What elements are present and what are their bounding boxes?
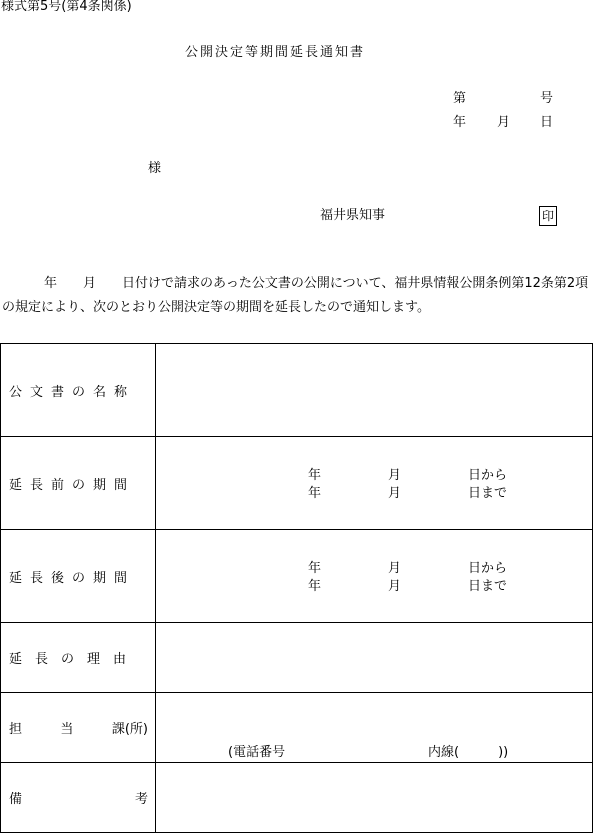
period-after-to-day: 日まで — [468, 579, 508, 594]
period-before-cell[interactable] — [156, 437, 593, 530]
table-row — [1, 437, 593, 530]
recipient-honorific: 様 — [148, 161, 162, 176]
department-label-char: 課(所) — [111, 722, 148, 737]
phone-number-label: (電話番号 — [228, 744, 286, 760]
period-before-from-day: 日から — [468, 468, 508, 483]
notice-body-text — [2, 272, 590, 320]
row-label-period-after: 延長後の期間 — [1, 530, 156, 623]
period-before-to-day: 日まで — [468, 486, 508, 501]
remarks-value[interactable] — [156, 763, 593, 833]
row-label-department — [1, 693, 156, 763]
form-number-label: 様式第5号(第4条関係) — [1, 0, 132, 14]
row-label-reason: 延長の理由 — [1, 623, 156, 693]
extension-label: 内線( )) — [428, 744, 509, 760]
table-row — [1, 693, 593, 763]
sender-name: 福井県知事 — [320, 208, 386, 223]
period-after-from-month: 月 — [388, 561, 402, 576]
date-month-label: 月 — [497, 115, 511, 130]
period-after-to-month: 月 — [388, 579, 402, 594]
seal-mark: 印 — [539, 206, 557, 226]
department-label-char: 担 — [9, 722, 23, 737]
table-row — [1, 344, 593, 437]
period-after-cell[interactable] — [156, 530, 593, 623]
document-number-suffix: 号 — [540, 91, 554, 106]
row-label-period-before: 延長前の期間 — [1, 437, 156, 530]
remarks-label-char: 備 — [9, 792, 23, 807]
date-day-label: 日 — [540, 115, 554, 130]
department-label-char: 当 — [60, 722, 74, 737]
period-after-from-day: 日から — [468, 561, 508, 576]
period-before-from-year: 年 — [308, 468, 322, 483]
table-row — [1, 623, 593, 693]
document-name-value[interactable] — [156, 344, 593, 437]
row-label-document-name: 公文書の名称 — [1, 344, 156, 437]
document-title: 公開決定等期間延長通知書 — [185, 45, 366, 60]
period-before-to-month: 月 — [388, 486, 402, 501]
period-after-from-year: 年 — [308, 561, 322, 576]
date-year-label: 年 — [453, 115, 467, 130]
period-before-from-month: 月 — [388, 468, 402, 483]
table-row — [1, 530, 593, 623]
row-label-remarks — [1, 763, 156, 833]
department-cell[interactable] — [156, 693, 593, 763]
extension-details-table — [0, 343, 593, 833]
remarks-label-char: 考 — [134, 792, 148, 807]
notice-body-line: 年 月 日付けで請求のあった公文書の公開について、福井県情報公開条例第12条第2項の規定により、次のとおり公開決定等の期間を延長したので通知します。 — [2, 276, 589, 315]
table-row — [1, 763, 593, 833]
extension-reason-value[interactable] — [156, 623, 593, 693]
period-after-to-year: 年 — [308, 579, 322, 594]
document-number-prefix: 第 — [453, 91, 467, 106]
period-before-to-year: 年 — [308, 486, 322, 501]
